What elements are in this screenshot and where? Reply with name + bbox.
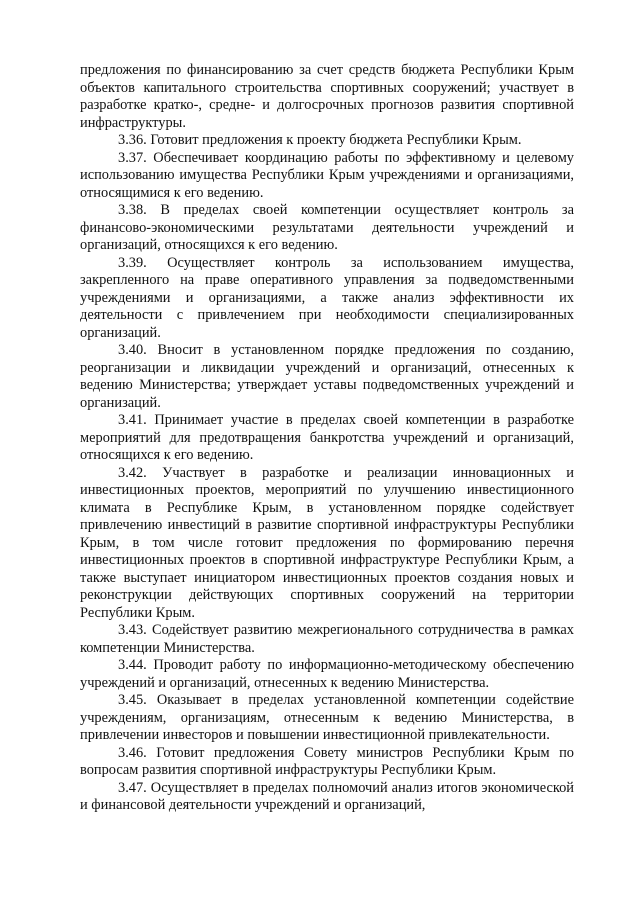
- paragraph-3-46: 3.46. Готовит предложения Совету министров Республики Крым по вопросам развития спортивной инфраструктуры Республики Крым.: [80, 744, 574, 778]
- paragraph-3-47: 3.47. Осуществляет в пределах полномочий анализ итогов экономической и финансовой деятельности учреждений и организаций,: [80, 779, 574, 813]
- paragraph-3-40: 3.40. Вносит в установленном порядке предложения по созданию, реорганизации и ликвидации учреждений и организаций, отнесенных к ведению Министерства; утверждает уставы подведомственных учреждений и организаций.: [80, 342, 574, 411]
- document-page: [80, 62, 574, 815]
- paragraph-3-42: 3.42. Участвует в разработке и реализации инновационных и инвестиционных проектов, мероприятий по улучшению инвестиционного климата в Республике Крым, в установленном порядке содействует привлечению инвестиций в развитие спортивной инфраструктуры Республики Крым, в том числе готовит предложения по формированию перечня инвестиционных проектов в спортивной инфраструктуре Республики Крым, а также выступает инициатором инвестиционных проектов создания новых и реконструкции действующих спортивных сооружений на территории Республики Крым.: [80, 464, 574, 621]
- paragraph-3-45: 3.45. Оказывает в пределах установленной компетенции содействие учреждениям, организациям, отнесенным к ведению Министерства, в привлечении инвесторов и повышении инвестиционной привлекательности.: [80, 692, 574, 743]
- paragraph-3-39: 3.39. Осуществляет контроль за использованием имущества, закрепленного на праве оперативного управления за подведомственными учреждениями и организациями, а также анализ эффективности их деятельности с привлечением при необходимости специализированных организаций.: [80, 254, 574, 341]
- paragraph-3-43: 3.43. Содействует развитию межрегионального сотрудничества в рамках компетенции Министерства.: [80, 622, 574, 656]
- paragraph-3-37: 3.37. Обеспечивает координацию работы по эффективному и целевому использованию имущества Республики Крым учреждениями и организациями, относящимися к его ведению.: [80, 149, 574, 201]
- paragraph-3-44: 3.44. Проводит работу по информационно-методическому обеспечению учреждений и организаций, отнесенных к ведению Министерства.: [80, 657, 574, 691]
- paragraph-3-36: 3.36. Готовит предложения к проекту бюджета Республики Крым.: [118, 132, 522, 148]
- paragraph-3-41: 3.41. Принимает участие в пределах своей компетенции в разработке мероприятий для предотвращения банкротства учреждений и организаций, относящихся к его ведению.: [80, 412, 574, 463]
- paragraph-3-38: 3.38. В пределах своей компетенции осуществляет контроль за финансово-экономическими результатами деятельности учреждений и организаций, относящихся к его ведению.: [80, 202, 574, 253]
- paragraph-continuation: предложения по финансированию за счет средств бюджета Республики Крым объектов капитального строительства спортивных сооружений; участвует в разработке кратко-, средне- и долгосрочных прогнозов развития спортивной инфраструктуры.: [80, 62, 574, 131]
